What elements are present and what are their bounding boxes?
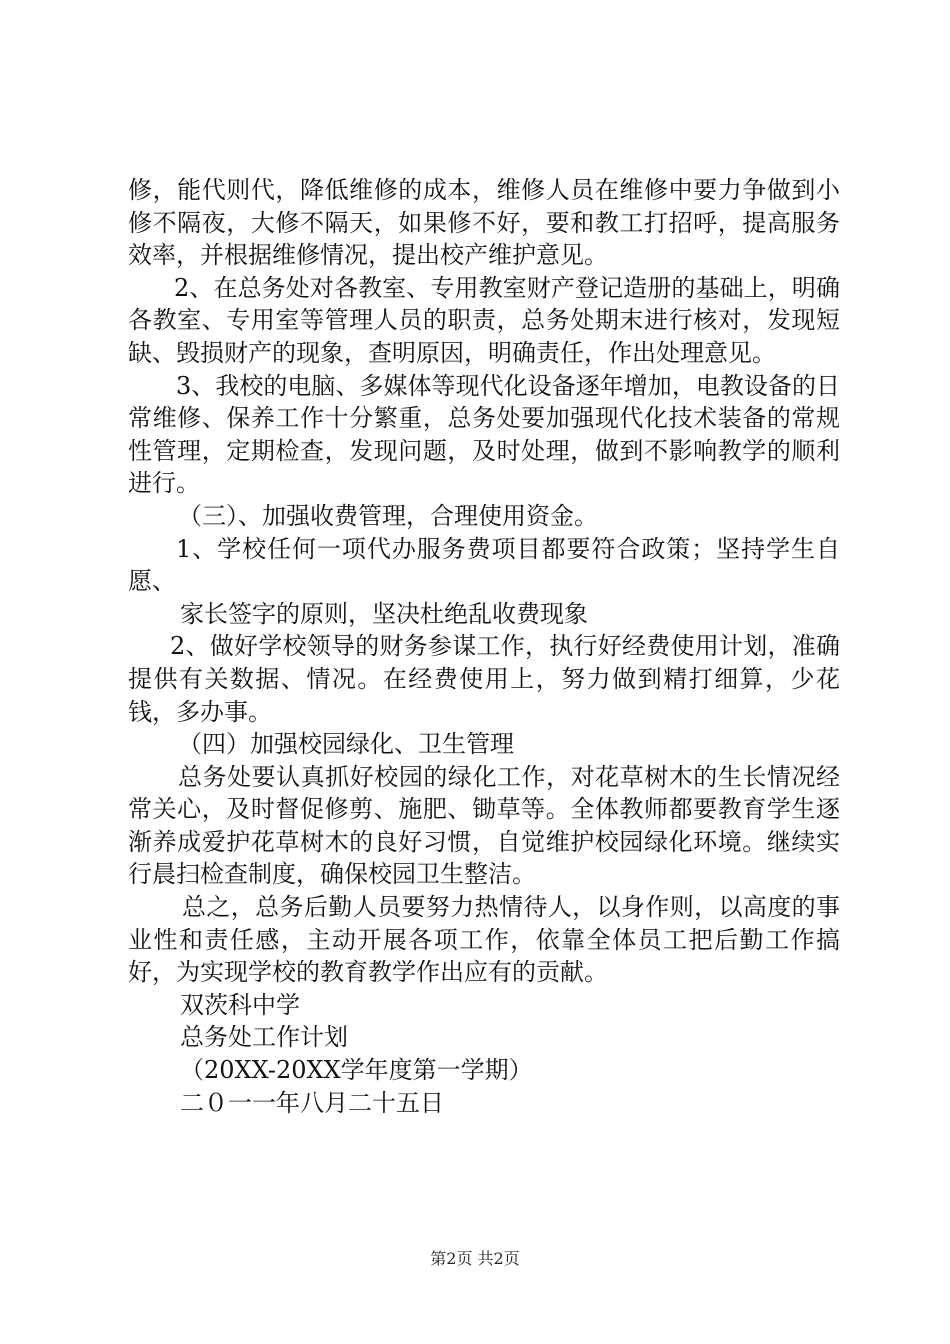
section-heading-4: （四）加强校园绿化、卫生管理 [178,730,514,759]
paragraph-item-2-assets: 2、在总务处对各教室、专用教室财产登记造册的基础上，明确各教室、专用室等管理人员的职责，总务处期末进行核对，发现短缺、毁损财产的现象，查明原因，明确责任，作出处理意见。 [128,273,840,367]
paragraph-fee-item-1: 1、学校任何一项代办服务费项目都要符合政策；坚持学生自愿、 [128,534,840,596]
signature-date: 二０一一年八月二十五日 [180,1088,444,1117]
page-footer: 第2页 共2页 [430,1249,520,1268]
section-heading-3: （三）、加强收费管理，合理使用资金。 [178,501,598,530]
paragraph-fee-item-2: 2、做好学校领导的财务参谋工作，执行好经费使用计划，准确提供有关数据、情况。在经费使用上，努力做到精打细算，少花钱，多办事。 [128,632,840,726]
signature-school: 双茨科中学 [180,990,300,1019]
signature-term: （20XX-20XX学年度第一学期） [180,1056,533,1085]
paragraph-maintenance-cont: 修，能代则代，降低维修的成本，维修人员在维修中要力争做到小修不隔夜，大修不隔天，如果修不好，要和教工打招呼，提高服务效率，并根据维修情况，提出校产维护意见。 [128,176,840,270]
document-body [128,174,840,1119]
paragraph-item-3-equipment: 3、我校的电脑、多媒体等现代化设备逐年增加，电教设备的日常维修、保养工作十分繁重，总务处要加强现代化技术装备的常规性管理，定期检查，发现问题，及时处理，做到不影响教学的顺利进行。 [128,371,840,498]
paragraph-greening: 总务处要认真抓好校园的绿化工作，对花草树木的生长情况经常关心，及时督促修剪、施肥、锄草等。全体教师都要教育学生逐渐养成爱护花草树木的良好习惯，自觉维护校园绿化环境。继续实行晨扫检查制度，确保校园卫生整洁。 [128,762,840,889]
paragraph-fee-item-1-cont: 家长签字的原则，坚决杜绝乱收费现象 [180,599,588,628]
signature-plan-title: 总务处工作计划 [180,1023,348,1052]
paragraph-summary: 总之，总务后勤人员要努力热情待人，以身作则，以高度的事业性和责任感，主动开展各项工作，依靠全体员工把后勤工作搞好，为实现学校的教育教学作出应有的贡献。 [128,893,840,987]
